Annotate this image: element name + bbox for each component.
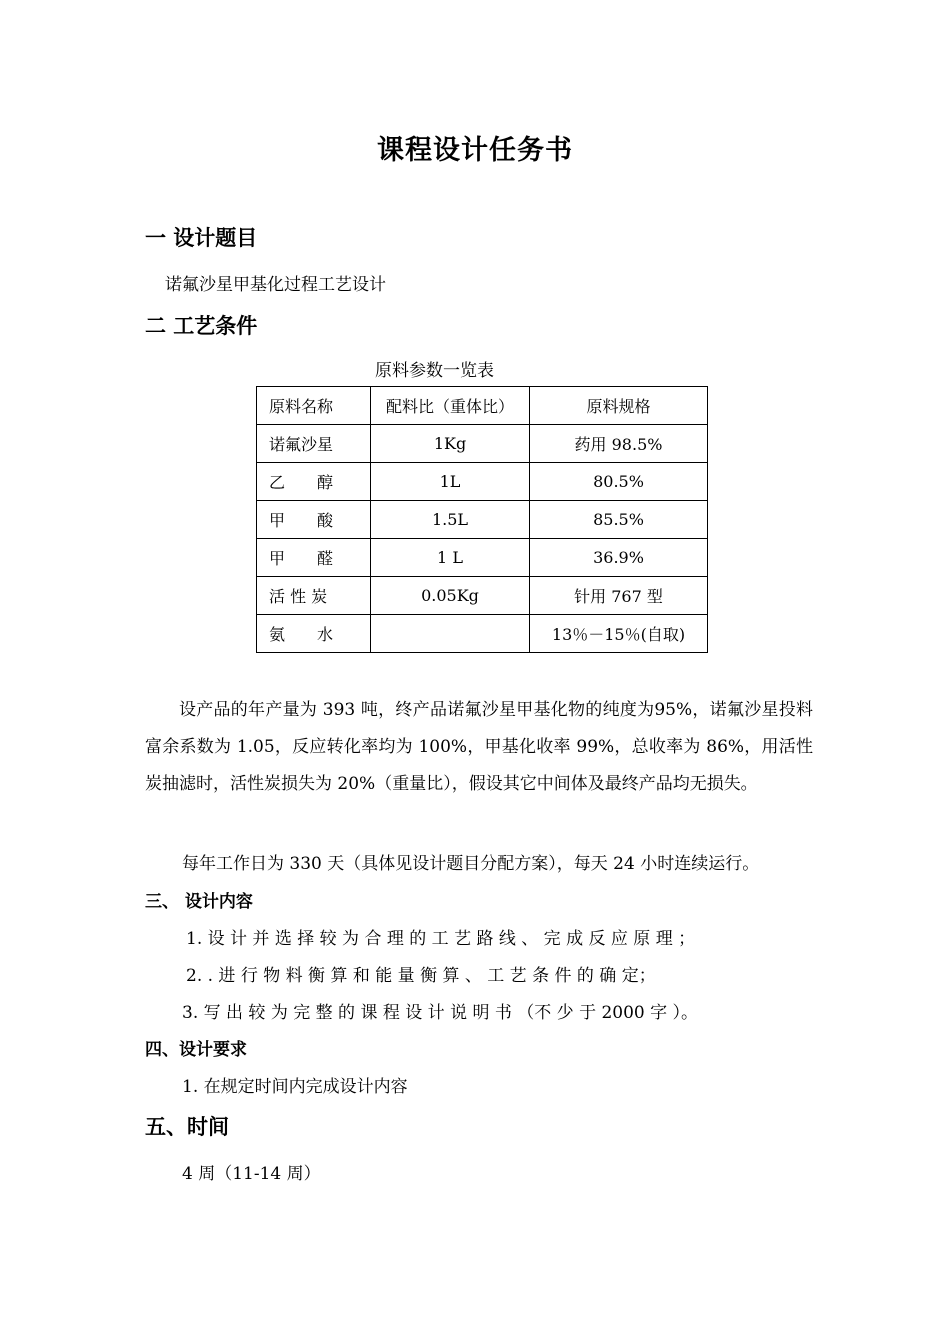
ratio-cell: 1Kg — [371, 425, 530, 463]
design-requirement-item: 1. 在规定时间内完成设计内容 — [182, 1077, 408, 1097]
table-row — [257, 463, 708, 501]
header-spec: 原料规格 — [530, 387, 708, 425]
ratio-cell: 1.5L — [371, 501, 530, 539]
design-content-item: 3. 写 出 较 为 完 整 的 课 程 设 计 说 明 书 （不 少 于 2000 字 ）。 — [182, 1003, 699, 1023]
table-row — [257, 615, 708, 653]
material-name-cell: 氨 水 — [257, 615, 371, 653]
spec-cell: 药用 98.5% — [530, 425, 708, 463]
header-ratio: 配料比（重体比） — [371, 387, 530, 425]
table-row — [257, 501, 708, 539]
section-heading-design-content: 三、 设计内容 — [145, 892, 253, 912]
material-name-cell: 诺氟沙星 — [257, 425, 371, 463]
spec-cell: 85.5% — [530, 501, 708, 539]
design-content-item: 2. . 进 行 物 料 衡 算 和 能 量 衡 算 、 工 艺 条 件 的 确 定； — [186, 966, 656, 986]
material-name-cell: 活 性 炭 — [257, 577, 371, 615]
time-text: 4 周（11-14 周） — [182, 1164, 321, 1184]
design-content-item: 1. 设 计 并 选 择 较 为 合 理 的 工 艺 路 线 、 完 成 反 应 原 理 ； — [186, 929, 696, 949]
document-title: 课程设计任务书 — [377, 135, 573, 166]
spec-cell: 36.9% — [530, 539, 708, 577]
spec-cell: 针用 767 型 — [530, 577, 708, 615]
table-header-row — [257, 387, 708, 425]
ratio-cell: 1 L — [371, 539, 530, 577]
header-material-name: 原料名称 — [257, 387, 371, 425]
design-topic-text: 诺氟沙星甲基化过程工艺设计 — [165, 275, 386, 295]
section-heading-design-requirements: 四、设计要求 — [145, 1040, 247, 1060]
ratio-cell: 1L — [371, 463, 530, 501]
section-heading-design-topic: 一 设计题目 — [145, 226, 258, 250]
raw-material-table — [256, 386, 708, 653]
spec-cell: 13％－15％(自取) — [530, 615, 708, 653]
table-caption: 原料参数一览表 — [375, 361, 494, 381]
spec-cell: 80.5% — [530, 463, 708, 501]
working-days-paragraph: 每年工作日为 330 天（具体见设计题目分配方案），每天 24 小时连续运行。 — [182, 854, 760, 874]
material-name-cell: 甲 酸 — [257, 501, 371, 539]
table-row — [257, 425, 708, 463]
table-row — [257, 539, 708, 577]
ratio-cell: 0.05Kg — [371, 577, 530, 615]
section-heading-process-conditions: 二 工艺条件 — [145, 314, 258, 338]
table-row — [257, 577, 708, 615]
ratio-cell — [371, 615, 530, 653]
material-name-cell: 甲 醛 — [257, 539, 371, 577]
section-heading-time: 五、时间 — [145, 1115, 229, 1139]
production-conditions-paragraph: 设产品的年产量为 393 吨，终产品诺氟沙星甲基化物的纯度为95%，诺氟沙星投料富余系数为 1.05，反应转化率均为 100%，甲基化收率 99%，总收率为 86%，用活性炭抽滤时，活性炭损失为 20%（重量比），假设其它中间体及最终产品均无损失。 — [145, 700, 813, 794]
material-name-cell: 乙 醇 — [257, 463, 371, 501]
